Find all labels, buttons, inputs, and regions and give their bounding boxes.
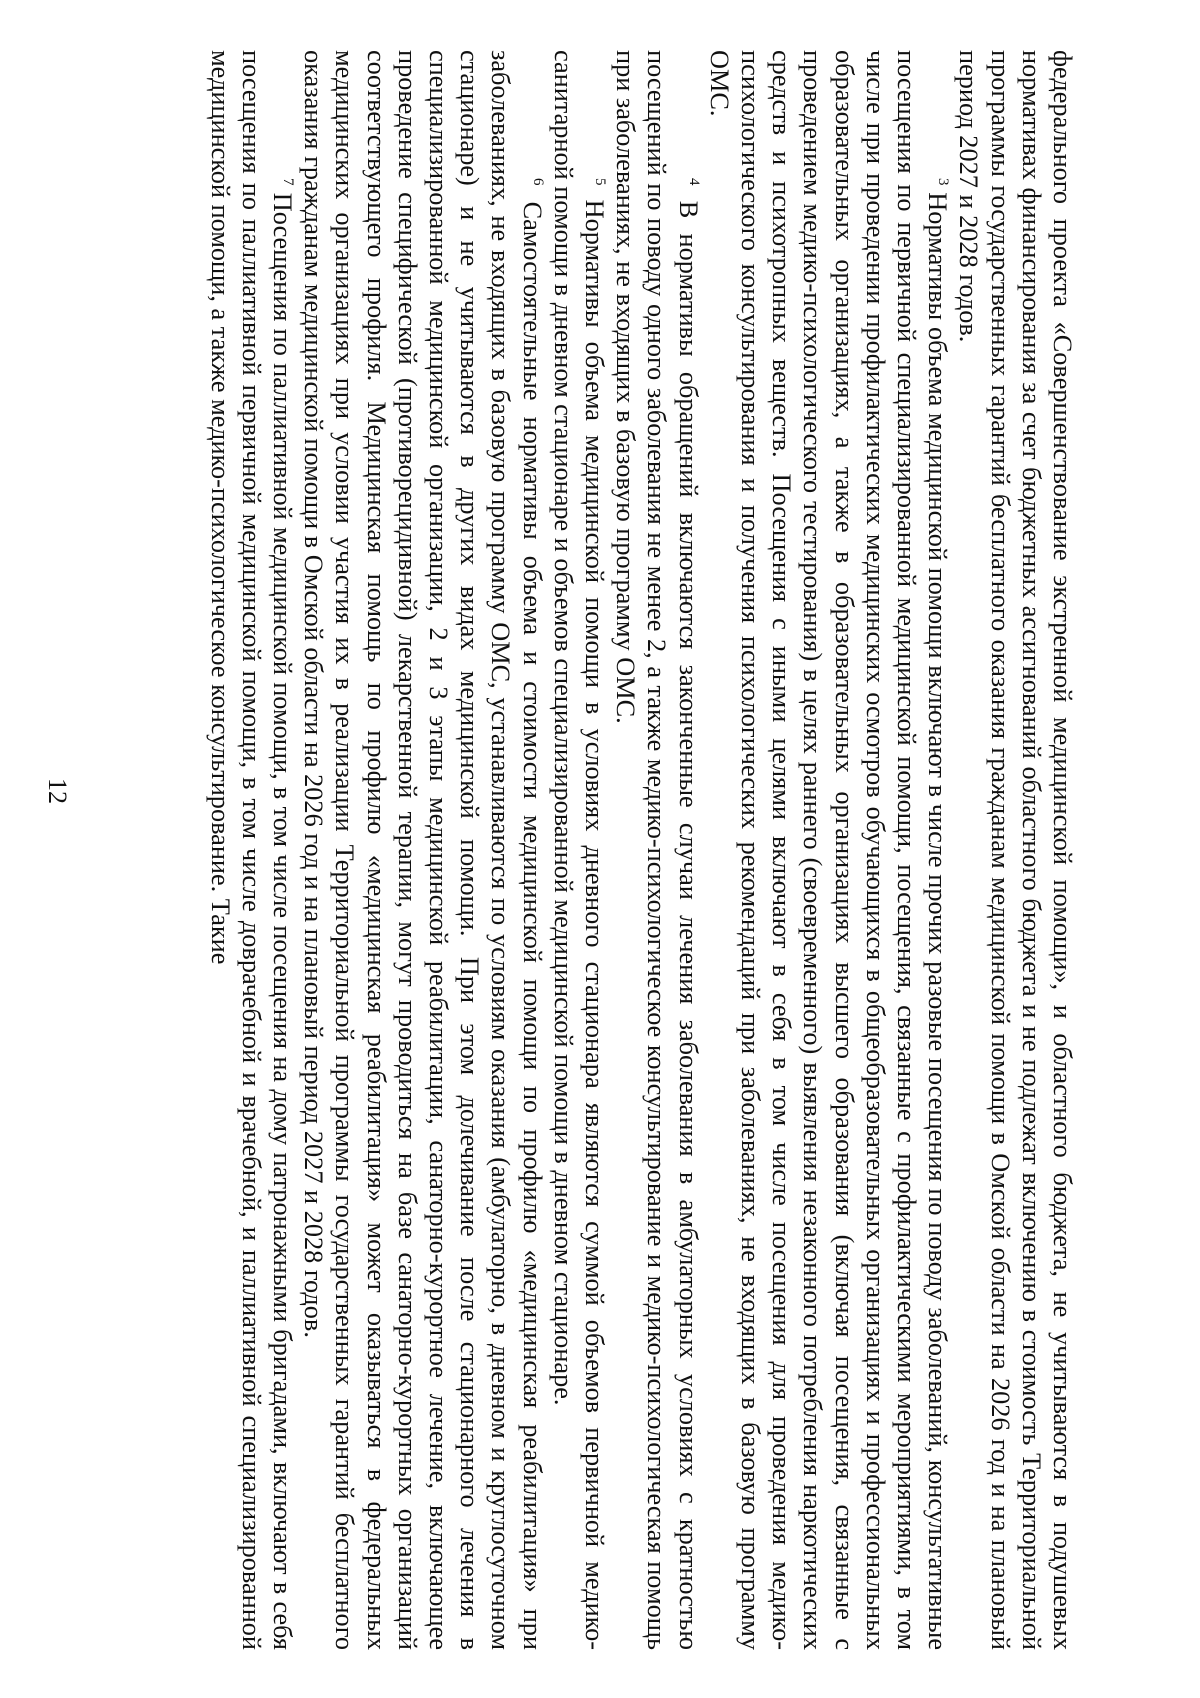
rotated-page-content (118, 50, 1078, 1650)
footnote-marker: 3 (934, 178, 951, 186)
footnote-text: В нормативы обращений включаются законченные случаи лечения заболевания в амбулаторных условиях с кратностью посещений по поводу одного заболевания не менее 2, а также медико-психологическое консультирование и медико-психологическая помощь при заболеваниях, не входящих в базовую программу ОМС. (611, 50, 703, 1650)
footnote-5 (548, 50, 610, 1650)
page-number: 12 (43, 778, 72, 804)
footnote-marker: 6 (529, 178, 546, 186)
document-body (204, 50, 1078, 1650)
footnote-marker: 5 (591, 178, 608, 186)
footnote-4 (610, 50, 704, 1650)
footnote-text: Нормативы объема медицинской помощи включают в числе прочих разовые посещения по поводу заболеваний, консультативные посещения по первичной специализированной медицинской помощи, посещения, связанные с профилактическими мероприятиями, в том числе при проведении профилактических медицинских осмотров обучающихся в общеобразовательных организациях и профессиональных образовательных организациях, а также в образовательных организациях высшего образования (включая посещения, связанные с проведением медико-психологического тестирования) в целях раннего (своевременного) выявления незаконного потребления наркотических средств и психотропных веществ. Посещения с иными целями включают в себя в том числе посещения для проведения медико-психологического консультирования и получения психологических рекомендаций при заболеваниях, не входящих в базовую программу ОМС. (704, 50, 953, 1650)
footnote-text: Посещения по паллиативной медицинской помощи, в том числе посещения на дому патронажными бригадами, включают в себя посещения по паллиативной первичной медицинской помощи, в том числе доврачебной и врачебной, и паллиативной специализированной медицинской помощи, а также медико-психологическое консультирование. Такие (205, 50, 297, 1650)
footnote-marker: 4 (685, 178, 702, 186)
footnote-7 (204, 50, 298, 1650)
paragraph-continuation (953, 50, 1078, 1650)
footnote-marker: 7 (279, 178, 296, 186)
footnote-text: Нормативы объема медицинской помощи в условиях дневного стационара являются суммой объемов первичной медико-санитарной помощи в дневном стационаре и объемов специализированной медицинской помощи в дневном стационаре. (548, 50, 609, 1650)
paragraph-text: федерального проекта «Совершенствование экстренной медицинской помощи», и областного бюджета, не учитываются в подушевых нормативах финансирования за счет бюджетных ассигнований областного бюджета и не подлежат включению в стоимость Территориальной программы государственных гарантий бесплатного оказания гражданам медицинской помощи в Омской области на 2026 год и на плановый период 2027 и 2028 годов. (954, 50, 1077, 1650)
footnote-text: Самостоятельные нормативы объема и стоимости медицинской помощи по профилю «медицинская реабилитация» при заболеваниях, не входящих в базовую программу ОМС, устанавливаются по условиям оказания (амбулаторно, в дневном и круглосуточном стационаре) и не учитываются в других видах медицинской помощи. При этом долечивание после стационарного лечения в специализированной медицинской организации, 2 и 3 этапы медицинской реабилитации, санаторно-курортное лечение, включающее проведение специфической (противорецидивной) лекарственной терапии, могут проводиться на базе санаторно-курортных организаций соответствующего профиля. Медицинская помощь по профилю «медицинская реабилитация» может оказываться в федеральных медицинских организациях при условии участия их в реализации Территориальной программы государственных гарантий бесплатного оказания гражданам медицинской помощи в Омской области на 2026 год и на плановый период 2027 и 2028 годов. (299, 50, 547, 1650)
footnote-6 (298, 50, 548, 1650)
footnote-3 (704, 50, 954, 1650)
